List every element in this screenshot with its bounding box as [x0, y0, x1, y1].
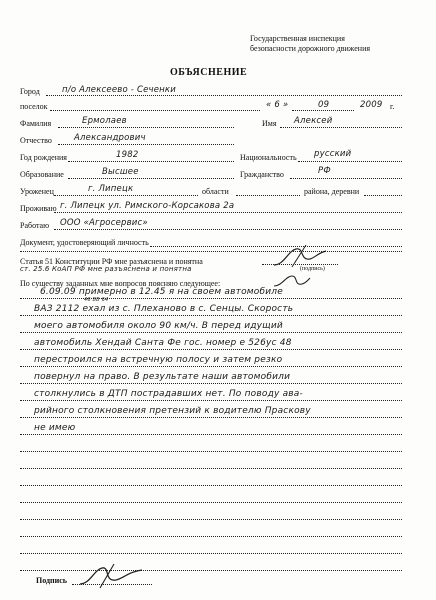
city-line — [46, 95, 402, 96]
work-line — [54, 229, 402, 230]
statement-line-5: перестроился на встречную полосу и затем резко — [34, 355, 283, 365]
statement-line-7: столкнулись в ДТП пострадавших нет. По поводу ава- — [34, 389, 303, 399]
surname-label: Фамилия — [20, 119, 52, 128]
ruled-line — [20, 468, 402, 469]
patronymic-line — [58, 144, 234, 145]
date-year: 2009 — [360, 100, 383, 110]
ruled-line — [20, 332, 402, 333]
article-handwritten: ст. 25.6 КоАП РФ мне разъяснена и понятна — [20, 265, 192, 273]
date-day: « 6 » — [266, 100, 289, 110]
statement-line-6: повернул на право. В результате наши автомобили — [34, 372, 291, 382]
ruled-line — [20, 417, 402, 418]
ruled-line — [20, 451, 402, 452]
city-value: п/о Алексеево - Сеченки — [62, 85, 176, 95]
citizenship-line — [290, 178, 402, 179]
birth-year-value: 1982 — [116, 150, 139, 160]
header-line-2: безопасности дорожного движения — [250, 44, 371, 53]
city-label: Город — [20, 87, 40, 96]
region-line — [236, 195, 300, 196]
question-label: По существу заданных мне вопросов поясняю следующее: — [20, 279, 221, 288]
ruled-line — [20, 366, 402, 367]
work-value: ООО «Агросервис» — [60, 218, 148, 228]
article-text: Статья 51 Конституции РФ мне разъяснена и понятна — [20, 257, 203, 266]
settlement-label: поселок — [20, 102, 48, 111]
name-value: Алексей — [294, 116, 333, 126]
ruled-line — [20, 400, 402, 401]
work-label: Работаю — [20, 221, 50, 230]
document-line-2 — [20, 251, 402, 252]
education-value: Высшее — [102, 167, 139, 177]
date-month-line — [292, 110, 354, 111]
ruled-line — [20, 485, 402, 486]
region-label: области — [202, 187, 229, 196]
signature-line — [72, 584, 152, 585]
ruled-line — [20, 502, 402, 503]
statement-line-9: не имею — [34, 423, 76, 433]
document-title: ОБЪЯСНЕНИЕ — [170, 67, 248, 78]
statement-line-4: автомобиль Хендай Санта Фе гос. номер е 526ус 48 — [34, 338, 292, 348]
residence-line — [54, 212, 402, 213]
ruled-line — [20, 434, 402, 435]
article-sign-line — [262, 264, 338, 265]
ruled-line — [20, 298, 402, 299]
document-label: Документ, удостоверяющий личность — [20, 238, 149, 247]
education-label: Образование — [20, 170, 64, 179]
district-label: района, деревни — [304, 187, 360, 196]
name-line — [280, 127, 402, 128]
statement-line-1: 6.09.09 примерно в 12.45 я на своем автомобиле — [40, 287, 283, 297]
header-line-1: Государственная инспекция — [250, 34, 345, 43]
ruled-line — [20, 536, 402, 537]
statement-superscript: 46 ВВ 64 — [84, 297, 109, 303]
nationality-value: русский — [314, 149, 352, 159]
patronymic-value: Александрович — [74, 133, 146, 143]
origin-line — [54, 195, 198, 196]
settlement-line — [50, 110, 260, 111]
education-line — [68, 178, 234, 179]
ruled-line — [20, 349, 402, 350]
nationality-label: Национальность — [240, 153, 297, 162]
date-suffix: г. — [390, 102, 395, 111]
patronymic-label: Отчество — [20, 136, 52, 145]
statement-line-8: рийного столкновения претензий к водителю Праскову — [34, 406, 311, 416]
origin-label: Уроженец — [20, 187, 54, 196]
birth-year-label: Год рождения — [20, 153, 67, 162]
ruled-line — [20, 519, 402, 520]
header-block — [250, 34, 370, 54]
sign-caption: (подпись) — [300, 266, 325, 272]
statement-line-2: ВАЗ 2112 ехал из с. Плеханово в с. Сенцы. Скорость — [34, 304, 294, 314]
district-line — [364, 195, 402, 196]
residence-label: Проживаю — [20, 204, 57, 213]
ruled-line — [20, 553, 402, 554]
citizenship-label: Гражданство — [240, 170, 284, 179]
date-month: 09 — [318, 100, 330, 110]
birth-year-line — [68, 161, 234, 162]
citizenship-value: РФ — [318, 166, 331, 176]
signature-label: Подпись — [36, 576, 68, 585]
signature-mark — [74, 562, 148, 592]
name-label: Имя — [262, 119, 277, 128]
ruled-line — [20, 315, 402, 316]
surname-line — [58, 127, 234, 128]
ruled-line — [20, 383, 402, 384]
surname-value: Ермолаев — [82, 116, 127, 126]
residence-value: г. Липецк ул. Римского-Корсакова 2а — [60, 201, 235, 211]
nationality-line — [298, 161, 402, 162]
origin-value: г. Липецк — [88, 184, 134, 194]
statement-line-3: моего автомобиля около 90 км/ч. В перед идущий — [34, 321, 283, 331]
